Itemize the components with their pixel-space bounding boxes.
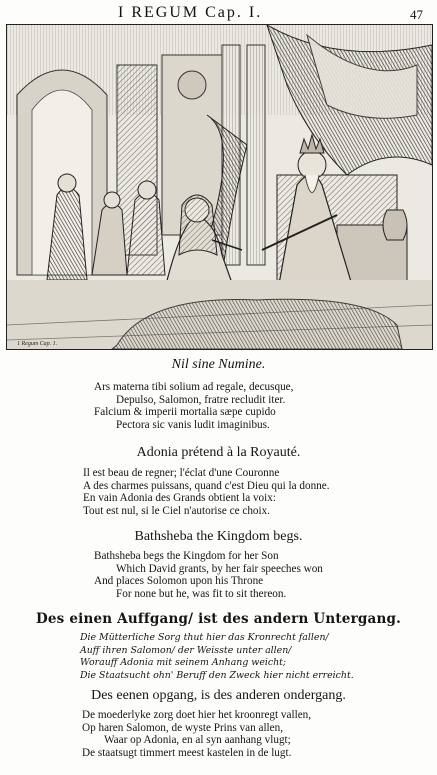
german-line-2: Auff ihren Salomon/ der Weisste unter allen/: [80, 644, 292, 656]
page-header: [0, 3, 437, 25]
motto: Nil sine Numine.: [171, 357, 266, 372]
latin-line-4: Pectora sic vanis ludit imaginibus.: [116, 418, 270, 431]
plate-caption: 1 Regum Cap. 1.: [17, 341, 58, 347]
latin-line-3: Falcium & imperii mortalia sæpe cupido: [94, 406, 276, 419]
french-line-4: Tout est nul, si le Ciel n'autorise ce choix.: [83, 504, 271, 517]
running-title: I REGUM Cap. I.: [118, 4, 263, 21]
french-line-1: Il est beau de regner; l'éclat d'une Couronne: [83, 467, 280, 479]
english-line-2: Which David grants, by her fair speeches won: [116, 562, 323, 575]
dutch-line-3: Waar op Adonia, en al syn aanhang vlugt;: [104, 734, 291, 747]
english-verse: [0, 529, 437, 600]
english-line-3: And places Solomon upon his Throne: [94, 575, 264, 588]
german-verse: [0, 611, 437, 682]
english-line-1: Bathsheba begs the Kingdom for her Son: [94, 550, 279, 562]
english-line-4: For none but he, was fit to sit thereon.: [116, 587, 287, 600]
french-verse: [0, 445, 437, 517]
german-line-1: Die Mütterliche Sorg thut hier das Kronrecht fallen/: [80, 632, 329, 643]
dutch-line-4: De staatsugt timmert meest kastelen in de lugt.: [82, 746, 292, 759]
dutch-heading: Des eenen opgang, is des anderen ondergang.: [91, 688, 346, 703]
french-heading: Adonia prétend à la Royauté.: [136, 445, 301, 460]
engraving-plate: [6, 24, 433, 350]
latin-verse: [0, 381, 437, 431]
latin-line-2: Depulso, Salomon, fratre recludit iter.: [116, 393, 286, 406]
dutch-line-2: Op haren Salomon, de wyste Prins van allen,: [82, 721, 284, 734]
dutch-verse: [0, 688, 437, 759]
german-line-3: Worauff Adonia mit seinem Anhang weicht;: [80, 657, 287, 669]
french-line-3: En vain Adonia des Grands obtient la voix:: [83, 492, 276, 505]
dutch-line-1: De moederlyke zorg doet hier het kroonregt vallen,: [82, 709, 312, 721]
german-heading: Des einen Auffgang/ ist des andern Untergang.: [35, 611, 402, 627]
engraving-king-on-throne-icon: [7, 25, 432, 349]
german-line-4: Die Staatsucht ohn' Beruff den Zweck hier nicht erreicht.: [80, 669, 354, 681]
french-line-2: A des charmes puissans, quand c'est Dieu qui la donne.: [83, 479, 330, 492]
page-number: 47: [410, 7, 423, 22]
latin-line-1: Ars materna tibi solium ad regale, decusque,: [94, 381, 294, 393]
english-heading: Bathsheba the Kingdom begs.: [134, 529, 303, 544]
